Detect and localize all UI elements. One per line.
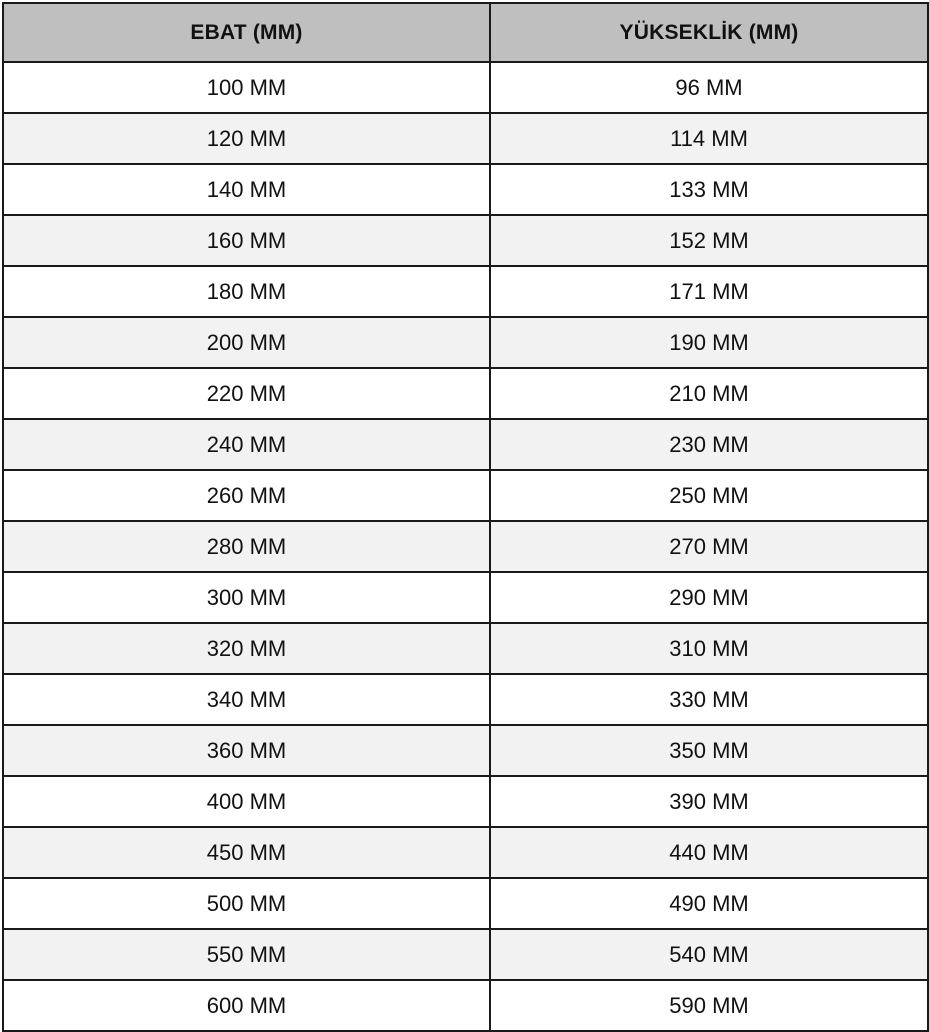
cell-ebat: 450 MM [3, 827, 490, 878]
cell-ebat: 500 MM [3, 878, 490, 929]
cell-ebat: 180 MM [3, 266, 490, 317]
column-header-ebat: EBAT (MM) [3, 3, 490, 62]
table-row [3, 623, 928, 674]
cell-ebat: 200 MM [3, 317, 490, 368]
cell-yukseklik: 290 MM [490, 572, 928, 623]
column-header-yukseklik: YÜKSEKLİK (MM) [490, 3, 928, 62]
cell-yukseklik: 540 MM [490, 929, 928, 980]
table-row [3, 521, 928, 572]
table-body [3, 62, 928, 1031]
cell-ebat: 550 MM [3, 929, 490, 980]
table-row [3, 776, 928, 827]
size-table-container [2, 2, 927, 1030]
cell-yukseklik: 390 MM [490, 776, 928, 827]
cell-yukseklik: 230 MM [490, 419, 928, 470]
table-row [3, 980, 928, 1031]
cell-ebat: 240 MM [3, 419, 490, 470]
cell-ebat: 140 MM [3, 164, 490, 215]
cell-yukseklik: 350 MM [490, 725, 928, 776]
cell-yukseklik: 96 MM [490, 62, 928, 113]
cell-yukseklik: 590 MM [490, 980, 928, 1031]
size-table [2, 2, 929, 1032]
cell-ebat: 600 MM [3, 980, 490, 1031]
table-row [3, 164, 928, 215]
cell-yukseklik: 440 MM [490, 827, 928, 878]
cell-ebat: 220 MM [3, 368, 490, 419]
cell-ebat: 280 MM [3, 521, 490, 572]
table-header [3, 3, 928, 62]
cell-yukseklik: 210 MM [490, 368, 928, 419]
header-row [3, 3, 928, 62]
cell-yukseklik: 270 MM [490, 521, 928, 572]
cell-yukseklik: 250 MM [490, 470, 928, 521]
table-row [3, 215, 928, 266]
cell-ebat: 400 MM [3, 776, 490, 827]
cell-ebat: 340 MM [3, 674, 490, 725]
cell-yukseklik: 114 MM [490, 113, 928, 164]
cell-yukseklik: 133 MM [490, 164, 928, 215]
table-row [3, 266, 928, 317]
table-row [3, 62, 928, 113]
cell-ebat: 120 MM [3, 113, 490, 164]
cell-ebat: 100 MM [3, 62, 490, 113]
table-row [3, 572, 928, 623]
cell-yukseklik: 310 MM [490, 623, 928, 674]
cell-ebat: 360 MM [3, 725, 490, 776]
cell-yukseklik: 190 MM [490, 317, 928, 368]
table-row [3, 929, 928, 980]
cell-ebat: 300 MM [3, 572, 490, 623]
table-row [3, 317, 928, 368]
cell-yukseklik: 490 MM [490, 878, 928, 929]
table-row [3, 725, 928, 776]
table-row [3, 878, 928, 929]
table-row [3, 827, 928, 878]
cell-ebat: 160 MM [3, 215, 490, 266]
table-row [3, 368, 928, 419]
cell-ebat: 260 MM [3, 470, 490, 521]
cell-yukseklik: 171 MM [490, 266, 928, 317]
table-row [3, 419, 928, 470]
cell-yukseklik: 330 MM [490, 674, 928, 725]
cell-ebat: 320 MM [3, 623, 490, 674]
table-row [3, 674, 928, 725]
table-row [3, 470, 928, 521]
table-row [3, 113, 928, 164]
cell-yukseklik: 152 MM [490, 215, 928, 266]
